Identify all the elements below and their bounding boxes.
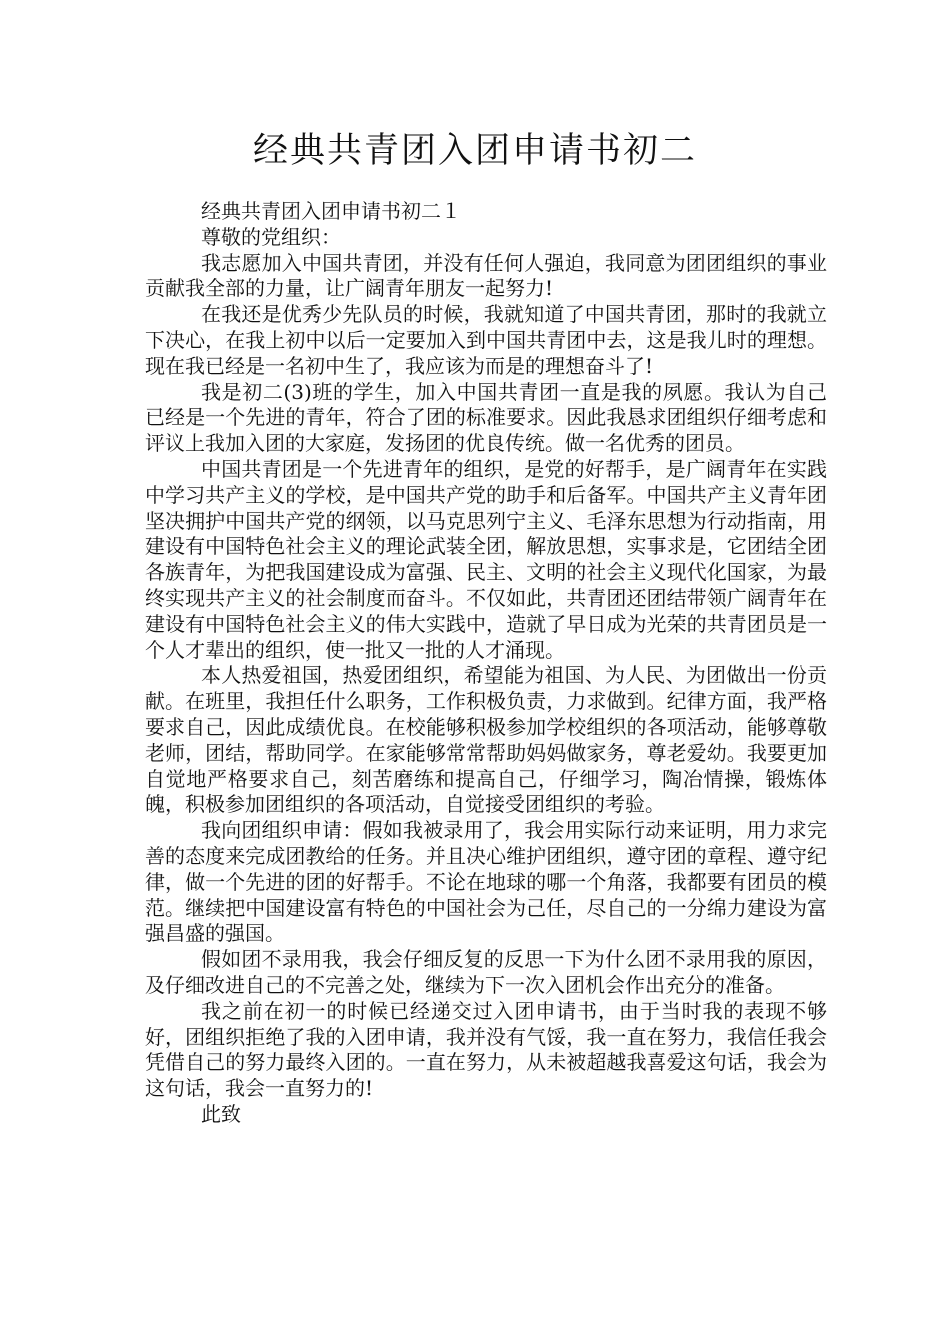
body-paragraph-2: 在我还是优秀少先队员的时候，我就知道了中国共青团，那时的我就立下决心，在我上初中以后一定要加入到中国共青团中去，这是我儿时的理想。现在我已经是一名初中生了，我应该为而是的理想奋斗了!: [145, 302, 827, 378]
body-paragraph-6: 我向团组织申请：假如我被录用了，我会用实际行动来证明，用力求完善的态度来完成团教给的任务。并且决心维护团组织，遵守团的章程、遵守纪律，做一个先进的团的好帮手。不论在地球的哪一个角落，我都要有团员的模范。继续把中国建设富有特色的中国社会为己任，尽自己的一分绵力建设为富强昌盛的强国。: [145, 818, 827, 946]
body-paragraph-1: 我志愿加入中国共青团，并没有任何人强迫，我同意为团团组织的事业贡献我全部的力量，让广阔青年朋友一起努力!: [145, 250, 827, 301]
body-paragraph-4: 中国共青团是一个先进青年的组织，是党的好帮手，是广阔青年在实践中学习共产主义的学校，是中国共产党的助手和后备军。中国共产主义青年团坚决拥护中国共产党的纲领，以马克思列宁主义、毛泽东思想为行动指南，用建设有中国特色社会主义的理论武装全团，解放思想，实事求是，它团结全团各族青年，为把我国建设成为富强、民主、文明的社会主义现代化国家，为最终实现共产主义的社会制度而奋斗。不仅如此，共青团还团结带领广阔青年在建设有中国特色社会主义的伟大实践中，造就了早日成为光荣的共青团员是一个人才辈出的组织，使一批又一批的人才涌现。: [145, 456, 827, 662]
document-body: [145, 199, 827, 1128]
document-title: 经典共青团入团申请书初二: [252, 131, 697, 171]
body-paragraph-7: 假如团不录用我，我会仔细反复的反思一下为什么团不录用我的原因，及仔细改进自己的不完善之处，继续为下一次入团机会作出充分的准备。: [145, 947, 827, 997]
body-paragraph-3: 我是初二(3)班的学生，加入中国共青团一直是我的夙愿。我认为自己已经是一个先进的青年，符合了团的标准要求。因此我恳求团组织仔细考虑和评议上我加入团的大家庭，发扬团的优良传统。做一名优秀的团员。: [145, 379, 827, 456]
body-paragraph-8: 我之前在初一的时候已经递交过入团申请书，由于当时我的表现不够好，团组织拒绝了我的入团申请，我并没有气馁，我一直在努力，我信任我会凭借自己的努力最终入团的。一直在努力，从未被超越我喜爱这句话，我会为这句话，我会一直努力的!: [145, 998, 827, 1101]
closing-line: 此致: [201, 1101, 241, 1126]
body-paragraph-5: 本人热爱祖国，热爱团组织，希望能为祖国、为人民、为团做出一份贡献。在班里，我担任什么职务，工作积极负责，力求做到。纪律方面，我严格要求自己，因此成绩优良。在校能够积极参加学校组织的各项活动，能够尊敬老师，团结，帮助同学。在家能够常常帮助妈妈做家务，尊老爱幼。我要更加自觉地严格要求自己，刻苦磨练和提高自己，仔细学习，陶冶情操，锻炼体魄，积极参加团组织的各项活动，自觉接受团组织的考验。: [145, 663, 827, 817]
salutation: 尊敬的党组织：: [201, 224, 341, 249]
section-heading: 经典共青团入团申请书初二１: [201, 199, 461, 223]
